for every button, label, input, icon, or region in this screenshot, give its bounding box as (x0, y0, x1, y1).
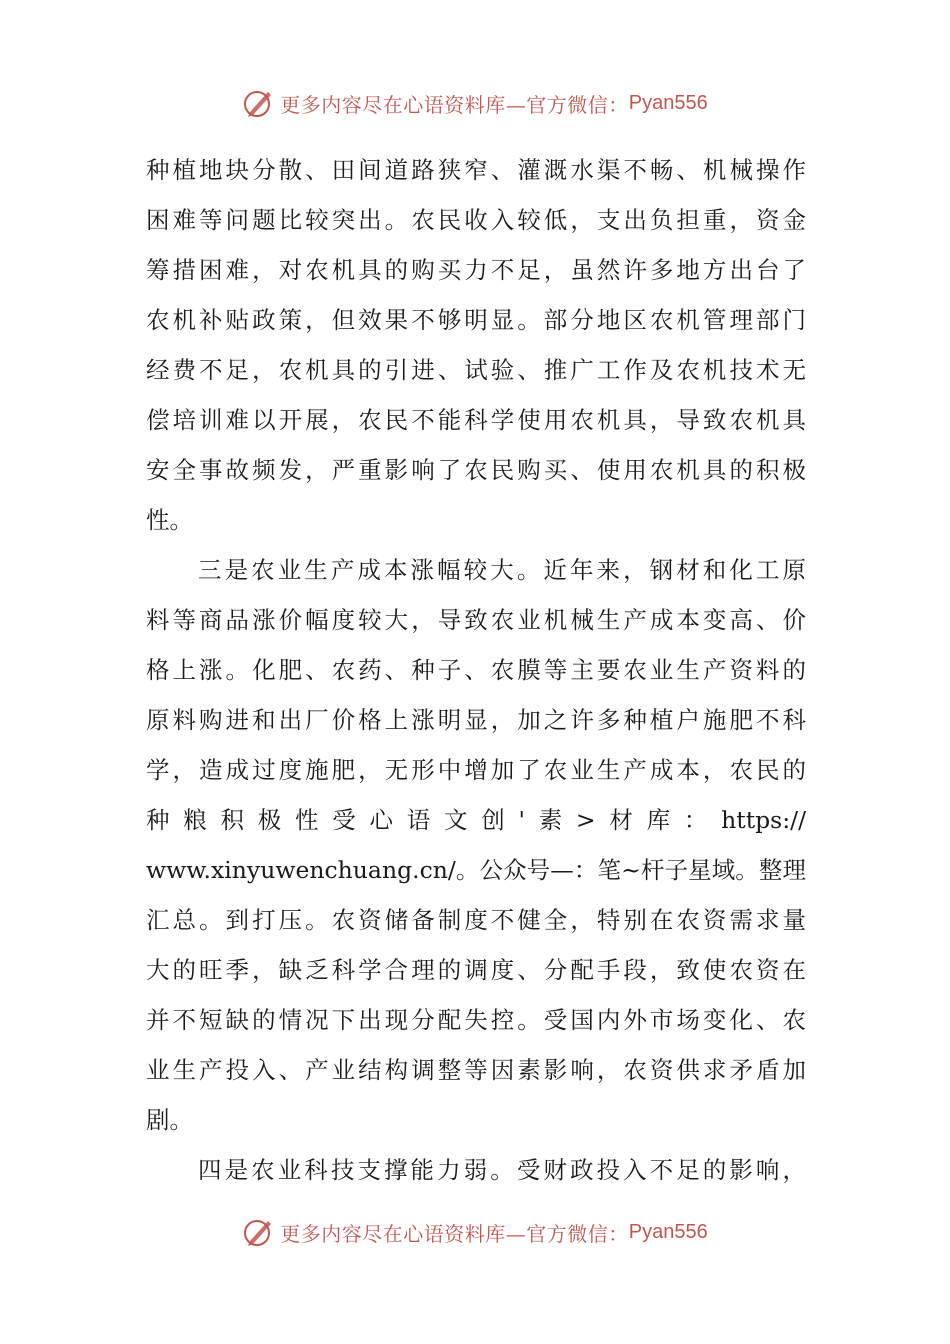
document-body (146, 145, 806, 1195)
text-line: 料等商品涨价幅度较大，导致农业机械生产成本变高、价 (146, 606, 806, 634)
text-line: 并不短缺的情况下出现分配失控。受国内外市场变化、农 (146, 1006, 806, 1034)
text-line: 剧。 (146, 1106, 193, 1134)
pen-logo-icon (242, 1215, 276, 1249)
pen-logo-icon (242, 86, 276, 120)
text-line: 困难等问题比较突出。农民收入较低，支出负担重，资金 (146, 206, 806, 234)
text-line: 性。 (146, 506, 193, 534)
text-line: 安全事故频发，严重影响了农民购买、使用农机具的积极 (146, 456, 806, 484)
footer-watermark (0, 1212, 950, 1252)
footer-watermark-text: 更多内容尽在心语资料库—官方微信： (280, 1221, 629, 1246)
header-watermark-text: 更多内容尽在心语资料库—官方微信： (280, 92, 629, 117)
text-line: 农机补贴政策，但效果不够明显。部分地区农机管理部门 (146, 306, 806, 334)
text-line: 学，造成过度施肥，无形中增加了农业生产成本，农民的 (146, 756, 806, 784)
text-line: 偿培训难以开展，农民不能科学使用农机具，导致农机具 (146, 406, 806, 434)
paragraph-start-line: 三是农业生产成本涨幅较大。近年来，钢材和化工原 (198, 556, 806, 584)
text-line: 大的旺季，缺乏科学合理的调度、分配手段，致使农资在 (146, 956, 806, 984)
text-line: 种粮积极性受心语文创'素>材库：https:// (146, 806, 806, 834)
header-watermark-id: Pyan556 (628, 91, 708, 114)
header-watermark (0, 83, 950, 123)
text-line: 业生产投入、产业结构调整等因素影响，农资供求矛盾加 (146, 1056, 806, 1084)
text-line: 格上涨。化肥、农药、种子、农膜等主要农业生产资料的 (146, 656, 806, 684)
text-line: 经费不足，农机具的引进、试验、推广工作及农机技术无 (146, 356, 806, 384)
text-line: 筹措困难，对农机具的购买力不足，虽然许多地方出台了 (146, 256, 806, 284)
text-line: 原料购进和出厂价格上涨明显，加之许多种植户施肥不科 (146, 706, 806, 734)
text-line: 汇总。到打压。农资储备制度不健全，特别在农资需求量 (146, 906, 806, 934)
text-line: www.xinyuwenchuang.cn/。公众号—：笔~杆子星域。整理 (146, 856, 806, 884)
paragraph-start-line: 四是农业科技支撑能力弱。受财政投入不足的影响， (198, 1156, 806, 1184)
footer-watermark-id: Pyan556 (628, 1220, 708, 1243)
text-line: 种植地块分散、田间道路狭窄、灌溉水渠不畅、机械操作 (146, 156, 806, 184)
